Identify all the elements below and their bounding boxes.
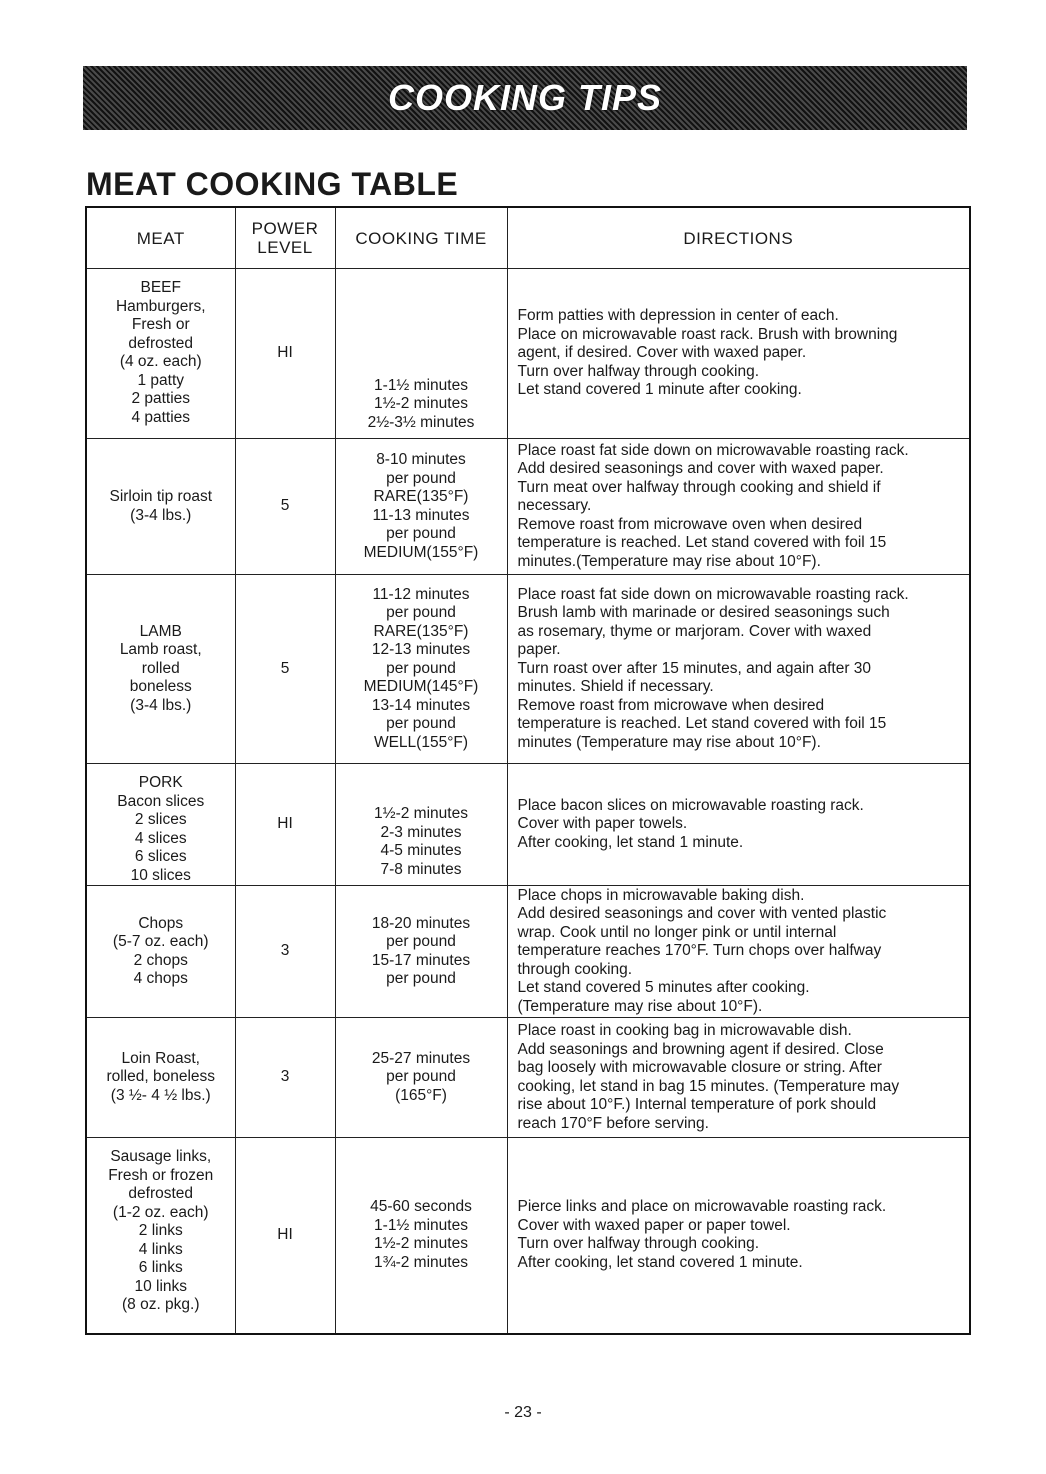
meat-cell-line: 4 slices xyxy=(134,829,187,847)
directions-cell xyxy=(507,886,970,1018)
header-cooking-time: COOKING TIME xyxy=(335,207,507,269)
directions-cell-line: through cooking. xyxy=(517,960,633,978)
directions-cell-line: wrap. Cook until no longer pink or until internal xyxy=(517,923,837,941)
directions-cell-line: minutes. Shield if necessary. xyxy=(517,678,714,696)
directions-cell-line: reach 170°F before serving. xyxy=(517,1114,709,1132)
meat-cell-line: (8 oz. pkg.) xyxy=(121,1296,200,1313)
table-row xyxy=(86,1138,970,1334)
cooking-time-cell-line: 18-20 minutes xyxy=(371,914,471,932)
meat-cell xyxy=(86,764,235,886)
header-directions: DIRECTIONS xyxy=(507,207,970,269)
cooking-time-cell-line: per pound xyxy=(386,715,456,733)
meat-cell xyxy=(86,1138,235,1334)
power-level-cell: HI xyxy=(235,269,335,439)
directions-cell-line: agent, if desired. Cover with waxed paper. xyxy=(517,344,807,362)
meat-cell-line: 6 links xyxy=(138,1259,183,1276)
meat-cell-line: rolled, boneless xyxy=(106,1068,216,1086)
cooking-time-cell-line: MEDIUM(155°F) xyxy=(363,543,479,561)
directions-cell-line: Turn meat over halfway through cooking and shield if xyxy=(517,478,881,496)
cooking-time-cell-line: 12-13 minutes xyxy=(371,641,471,659)
cooking-time-cell-line: per pound xyxy=(386,604,456,622)
cooking-time-cell xyxy=(335,575,507,764)
cooking-time-cell xyxy=(335,269,507,439)
power-level-cell: HI xyxy=(235,764,335,886)
meat-cell xyxy=(86,1018,235,1138)
table-row xyxy=(86,439,970,575)
meat-cell-line: 10 slices xyxy=(130,866,191,884)
directions-cell-line: Place roast fat side down on microwavable roasting rack. xyxy=(517,585,909,603)
meat-cell-line: Fresh or frozen xyxy=(108,1166,214,1184)
directions-cell-line: temperature is reached. Let stand covered with foil 15 xyxy=(517,715,887,733)
cooking-time-cell-line: 1½-2 minutes xyxy=(374,1235,468,1253)
cooking-time-cell-line: 1½-2 minutes xyxy=(374,395,468,412)
meat-cell-line: 2 chops xyxy=(133,951,188,969)
meat-cell-line: 4 chops xyxy=(133,970,188,987)
cooking-time-cell-line: MEDIUM(145°F) xyxy=(363,678,479,696)
cooking-time-cell-line: 25-27 minutes xyxy=(371,1049,471,1067)
cooking-time-cell xyxy=(335,1138,507,1334)
directions-cell xyxy=(507,764,970,886)
directions-cell-line: Remove roast from microwave when desired xyxy=(517,696,825,714)
cooking-time-cell xyxy=(335,439,507,575)
cooking-time-cell-line: 13-14 minutes xyxy=(371,696,471,714)
banner-title: COOKING TIPS xyxy=(387,77,663,118)
meat-cell-line: Chops xyxy=(138,914,184,932)
cooking-time-cell-line: 2-3 minutes xyxy=(380,823,462,841)
cooking-time-cell-line: 45-60 seconds xyxy=(370,1198,472,1216)
directions-cell-line: temperature reaches 170°F. Turn chops over halfway xyxy=(517,942,882,960)
directions-cell-line: Add desired seasonings and cover with vented plastic xyxy=(517,905,887,923)
meat-cell-line: 6 slices xyxy=(134,848,187,865)
directions-cell-line: Remove roast from microwave oven when desired xyxy=(517,515,863,533)
directions-cell-line: Add seasonings and browning agent if desired. Close xyxy=(517,1040,884,1058)
directions-cell-line: bag loosely with microwavable closure or string. After xyxy=(517,1059,882,1076)
meat-cell-line: Fresh or xyxy=(131,316,190,333)
meat-cell-line: 4 links xyxy=(138,1240,183,1258)
directions-cell-line: minutes.(Temperature may rise about 10°F). xyxy=(517,552,821,570)
meat-cell-line: (3-4 lbs.) xyxy=(130,696,192,714)
meat-cell-line: Lamb roast, xyxy=(119,641,202,659)
directions-cell-line: paper. xyxy=(517,641,561,659)
meat-cell xyxy=(86,269,235,439)
directions-cell-line: Turn over halfway through cooking. xyxy=(517,1235,760,1253)
cooking-time-cell-line: 15-17 minutes xyxy=(371,951,471,969)
meat-cell-line: (3 ½- 4 ½ lbs.) xyxy=(110,1086,211,1104)
directions-cell-line: Turn over halfway through cooking. xyxy=(517,362,760,380)
directions-cell-line: Place chops in microwavable baking dish. xyxy=(517,886,805,904)
meat-cell-line: rolled xyxy=(141,659,180,677)
meat-cell-line: 4 patties xyxy=(131,408,191,426)
directions-cell-line: Add desired seasonings and cover with waxed paper. xyxy=(517,460,884,478)
cooking-time-cell xyxy=(335,764,507,886)
cooking-time-cell-line: RARE(135°F) xyxy=(373,488,469,505)
directions-cell xyxy=(507,1138,970,1334)
cooking-time-cell-line: 1-1½ minutes xyxy=(374,376,468,394)
directions-cell-line: Cover with paper towels. xyxy=(517,815,688,833)
cooking-time-cell-line: 11-13 minutes xyxy=(372,506,470,524)
directions-cell xyxy=(507,269,970,439)
directions-cell-line: necessary. xyxy=(517,497,592,515)
meat-cell-line: (1-2 oz. each) xyxy=(112,1203,209,1221)
cooking-time-cell-line: 11-12 minutes xyxy=(372,585,470,603)
directions-cell-line: After cooking, let stand 1 minute. xyxy=(517,833,744,851)
meat-cell-line: Hamburgers, xyxy=(115,297,206,315)
header-meat: MEAT xyxy=(86,207,235,269)
cooking-time-cell-line: per pound xyxy=(386,659,456,677)
meat-cell xyxy=(86,439,235,575)
cooking-time-cell-line: 1-1½ minutes xyxy=(374,1216,468,1234)
directions-cell-line: Place on microwavable roast rack. Brush with browning xyxy=(517,325,898,343)
meat-cell-line: Loin Roast, xyxy=(121,1049,200,1067)
cooking-time-cell-line: RARE(135°F) xyxy=(373,622,469,640)
table-header-row xyxy=(86,207,970,269)
page-title: MEAT COOKING TABLE xyxy=(86,166,459,202)
meat-cell-line: boneless xyxy=(129,678,192,696)
directions-cell-line: Place roast in cooking bag in microwavable dish. xyxy=(517,1022,852,1039)
directions-cell-line: Cover with waxed paper or paper towel. xyxy=(517,1216,791,1234)
power-level-cell: 5 xyxy=(235,575,335,764)
cooking-time-cell-line: per pound xyxy=(386,970,456,987)
meat-cell-line: (5-7 oz. each) xyxy=(112,933,209,950)
meat-cell-line: (4 oz. each) xyxy=(119,353,202,370)
meat-cell-line: PORK xyxy=(138,774,183,791)
directions-cell-line: Let stand covered 5 minutes after cooking. xyxy=(517,979,810,997)
cooking-time-cell-line: per pound xyxy=(386,933,456,950)
cooking-time-cell-line: 1¾-2 minutes xyxy=(374,1253,468,1271)
directions-cell-line: Pierce links and place on microwavable roasting rack. xyxy=(517,1198,887,1216)
meat-cell-line: (3-4 lbs.) xyxy=(130,506,192,524)
directions-cell-line: minutes (Temperature may rise about 10°F). xyxy=(517,733,821,751)
meat-cell-line: 1 patty xyxy=(137,371,185,389)
header-power-line2: LEVEL xyxy=(257,238,313,257)
cooking-time-cell-line: 8-10 minutes xyxy=(376,451,466,468)
table-row xyxy=(86,1018,970,1138)
directions-cell-line: temperature is reached. Let stand covered with foil 15 xyxy=(517,534,887,552)
table-row xyxy=(86,764,970,886)
cooking-time-cell xyxy=(335,886,507,1018)
cooking-time-cell-line: per pound xyxy=(386,1068,456,1086)
directions-cell-line: cooking, let stand in bag 15 minutes. (Temperature may xyxy=(517,1077,900,1095)
meat-cell-line: BEEF xyxy=(140,279,181,296)
directions-cell-line: rise about 10°F.) Internal temperature of pork should xyxy=(517,1096,877,1113)
directions-cell-line: Place roast fat side down on microwavable roasting rack. xyxy=(517,441,909,459)
cooking-time-cell-line: 1½-2 minutes xyxy=(374,805,468,822)
power-level-cell: 3 xyxy=(235,886,335,1018)
meat-cell xyxy=(86,886,235,1018)
directions-cell-line: Brush lamb with marinade or desired seasonings such xyxy=(517,604,890,622)
header-power-line1: POWER xyxy=(251,219,319,238)
meat-cell-line: Bacon slices xyxy=(117,792,205,810)
directions-cell-line: Form patties with depression in center of each. xyxy=(517,307,839,325)
table-row xyxy=(86,269,970,439)
table-body xyxy=(86,269,970,1334)
cooking-time-cell xyxy=(335,1018,507,1138)
directions-cell-line: as rosemary, thyme or marjoram. Cover with waxed xyxy=(517,622,872,640)
directions-cell xyxy=(507,439,970,575)
meat-cell-line: 2 links xyxy=(138,1222,183,1239)
meat-cell-line: Sausage links, xyxy=(110,1148,212,1165)
directions-cell-line: Turn roast over after 15 minutes, and again after 30 xyxy=(517,659,872,677)
cooking-time-cell-line: 4-5 minutes xyxy=(380,842,462,859)
cooking-time-cell-line: 7-8 minutes xyxy=(380,860,462,878)
meat-cell xyxy=(86,575,235,764)
power-level-cell: 5 xyxy=(235,439,335,575)
meat-cell-line: defrosted xyxy=(128,334,194,352)
meat-cell-line: defrosted xyxy=(128,1185,194,1202)
directions-cell xyxy=(507,1018,970,1138)
meat-cell-line: 2 patties xyxy=(131,390,191,407)
directions-cell-line: (Temperature may rise about 10°F). xyxy=(517,997,763,1015)
meat-cell-line: 2 slices xyxy=(134,811,187,828)
cooking-time-cell-line: 2½-3½ minutes xyxy=(367,413,475,431)
cooking-time-cell-line: per pound xyxy=(386,469,456,487)
directions-cell-line: Place bacon slices on microwavable roasting rack. xyxy=(517,796,864,814)
directions-cell-line: After cooking, let stand covered 1 minute. xyxy=(517,1253,803,1271)
power-level-cell: HI xyxy=(235,1138,335,1334)
cooking-time-cell-line: per pound xyxy=(386,525,456,542)
meat-cooking-table xyxy=(85,206,971,1335)
meat-cell-line: 10 links xyxy=(134,1277,188,1295)
directions-cell-line: Let stand covered 1 minute after cooking. xyxy=(517,381,802,399)
meat-cell-line: LAMB xyxy=(139,622,182,640)
meat-cell-line: Sirloin tip roast xyxy=(109,488,212,505)
cooking-time-cell-line: WELL(155°F) xyxy=(373,733,469,751)
header-power-level xyxy=(235,207,335,269)
table-row xyxy=(86,886,970,1018)
table-row xyxy=(86,575,970,764)
page-number: - 23 - xyxy=(504,1404,542,1421)
section-banner xyxy=(83,66,967,130)
power-level-cell: 3 xyxy=(235,1018,335,1138)
directions-cell xyxy=(507,575,970,764)
cooking-time-cell-line: (165°F) xyxy=(395,1086,447,1104)
